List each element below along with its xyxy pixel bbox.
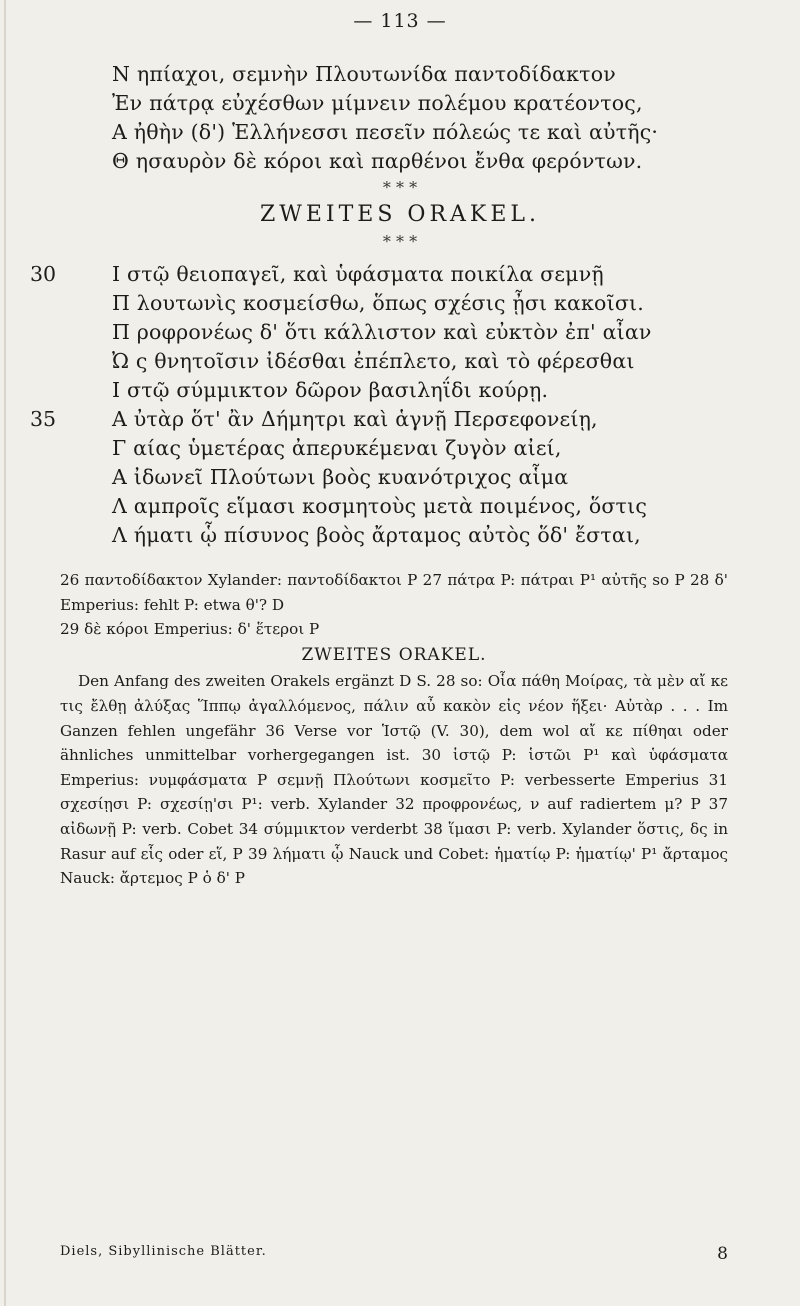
page-number: — 113 — xyxy=(353,10,447,32)
line-number: 35 xyxy=(30,407,57,431)
verse-line: Γ αίας ὑμετέρας ἀπερυκέμεναι ζυγὸν αἰεί, xyxy=(112,436,562,460)
verse-line: Α ὐτὰρ ὅτ' ἂν Δήμητρι καὶ ἁγνῇ Περσεφονείῃ, xyxy=(112,407,598,431)
verse-line: Π ροφρονέως δ' ὅτι κάλλιστον καὶ εὐκτὸν ἐπ' αἶαν xyxy=(112,320,652,344)
verse-line: Ν ηπίαχοι, σεμνὴν Πλουτωνίδα παντοδίδακτον xyxy=(112,62,616,86)
verse-line: Ἐν πάτρᾳ εὐχέσθων μίμνειν πολέμου κρατέοντος, xyxy=(112,91,643,115)
apparatus-paragraph: Den Anfang des zweiten Orakels ergänzt D S. 28 so: Οἷα πάθη Μοίρας, τὰ μὲν αἴ κε τις ἔλθῃ ἀλύξας Ἵππῳ ἀγαλλόμενος, πάλιν αὖ κακὸν εἰς νέον ἥξει· Αὐτὰρ . . . Im Ganzen fehlen ungefähr 36 Verse vor Ἱστῷ (V. 30), dem wol αἴ κε πίθηαι oder ähnliches unmittelbar vorhergegangen ist. 30 ἱστῷ P: ἱστῶι P¹ καὶ ὑφάσματα Emperius: νυμφάσματα P σεμνῇ Πλούτωνι κοσμεῖτο P: verbesserte Emperius 31 σχεσίῃσι P: σχεσίῃ'σι P¹: verb. Xylander 32 προφρονέως, ν auf radiertem μ? P 37 αἰδωνῇ P: verb. Cobet 34 σύμμικτον verderbt 38 ἵμασι P: verb. Xylander ὅστις, δς in Rasur auf εἷς oder εἵ, P 39 λήματι ᾧ Nauck und Cobet: ἡματίῳ P: ἡματίῳ' P¹ ἄρταμος Nauck: ἄρτεμος P ὁ δ' P xyxy=(60,672,728,888)
verse-line: Θ ησαυρὸν δὲ κόροι καὶ παρθένοι ἔνθα φερόντων. xyxy=(112,149,643,173)
section-heading: ZWEITES ORAKEL. xyxy=(259,202,541,227)
verse-line: Α ἰδωνεῖ Πλούτωνι βοὸς κυανότριχος αἷμα xyxy=(112,465,569,489)
verse-line: Λ αμπροῖς εἵμασι κοσμητοὺς μετὰ ποιμένος, ὅστις xyxy=(112,494,648,518)
line-number: 30 xyxy=(30,262,57,286)
apparatus-line: 29 δὲ κόροι Emperius: δ' ἕτεροι P xyxy=(60,620,320,639)
verse-line: Π λουτωνὶς κοσμείσθω, ὅπως σχέσις ᾖσι κακοῖσι. xyxy=(112,291,644,315)
verse-line: Ι στῷ σύμμικτον δῶρον βασιληΐδι κούρῃ. xyxy=(112,378,549,402)
verse-line: Ι στῷ θειοπαγεῖ, καὶ ὑφάσματα ποικίλα σεμνῇ xyxy=(112,262,604,286)
section-stars: * * * xyxy=(382,178,418,197)
section-stars: * * * xyxy=(382,232,418,251)
critical-apparatus xyxy=(60,568,728,891)
page-footer xyxy=(60,1244,728,1264)
apparatus-line: 26 παντοδίδακτον Xylander: παντοδίδακτοι P 27 πάτρα P: πάτραι P¹ αὐτῆς so P 28 δ' Emperius: fehlt P: etwa θ'? D xyxy=(60,571,728,614)
verse-line: Ὠ ς θνητοῖσιν ἰδέσθαι ἐπέπλετο, καὶ τὸ φέρεσθαι xyxy=(112,349,635,373)
footer-signature: Diels, Sibyllinische Blätter. xyxy=(60,1244,267,1259)
verse-line: Α ἠθὴν (δ') Ἑλλήνεσσι πεσεῖν πόλεώς τε καὶ αὐτῆς· xyxy=(112,120,659,144)
verse-line: Λ ήματι ᾧ πίσυνος βοὸς ἄρταμος αὐτὸς ὅδ' ἔσται, xyxy=(112,523,641,547)
signature-mark: 8 xyxy=(717,1244,728,1264)
apparatus-heading: ZWEITES ORAKEL. xyxy=(301,644,487,665)
